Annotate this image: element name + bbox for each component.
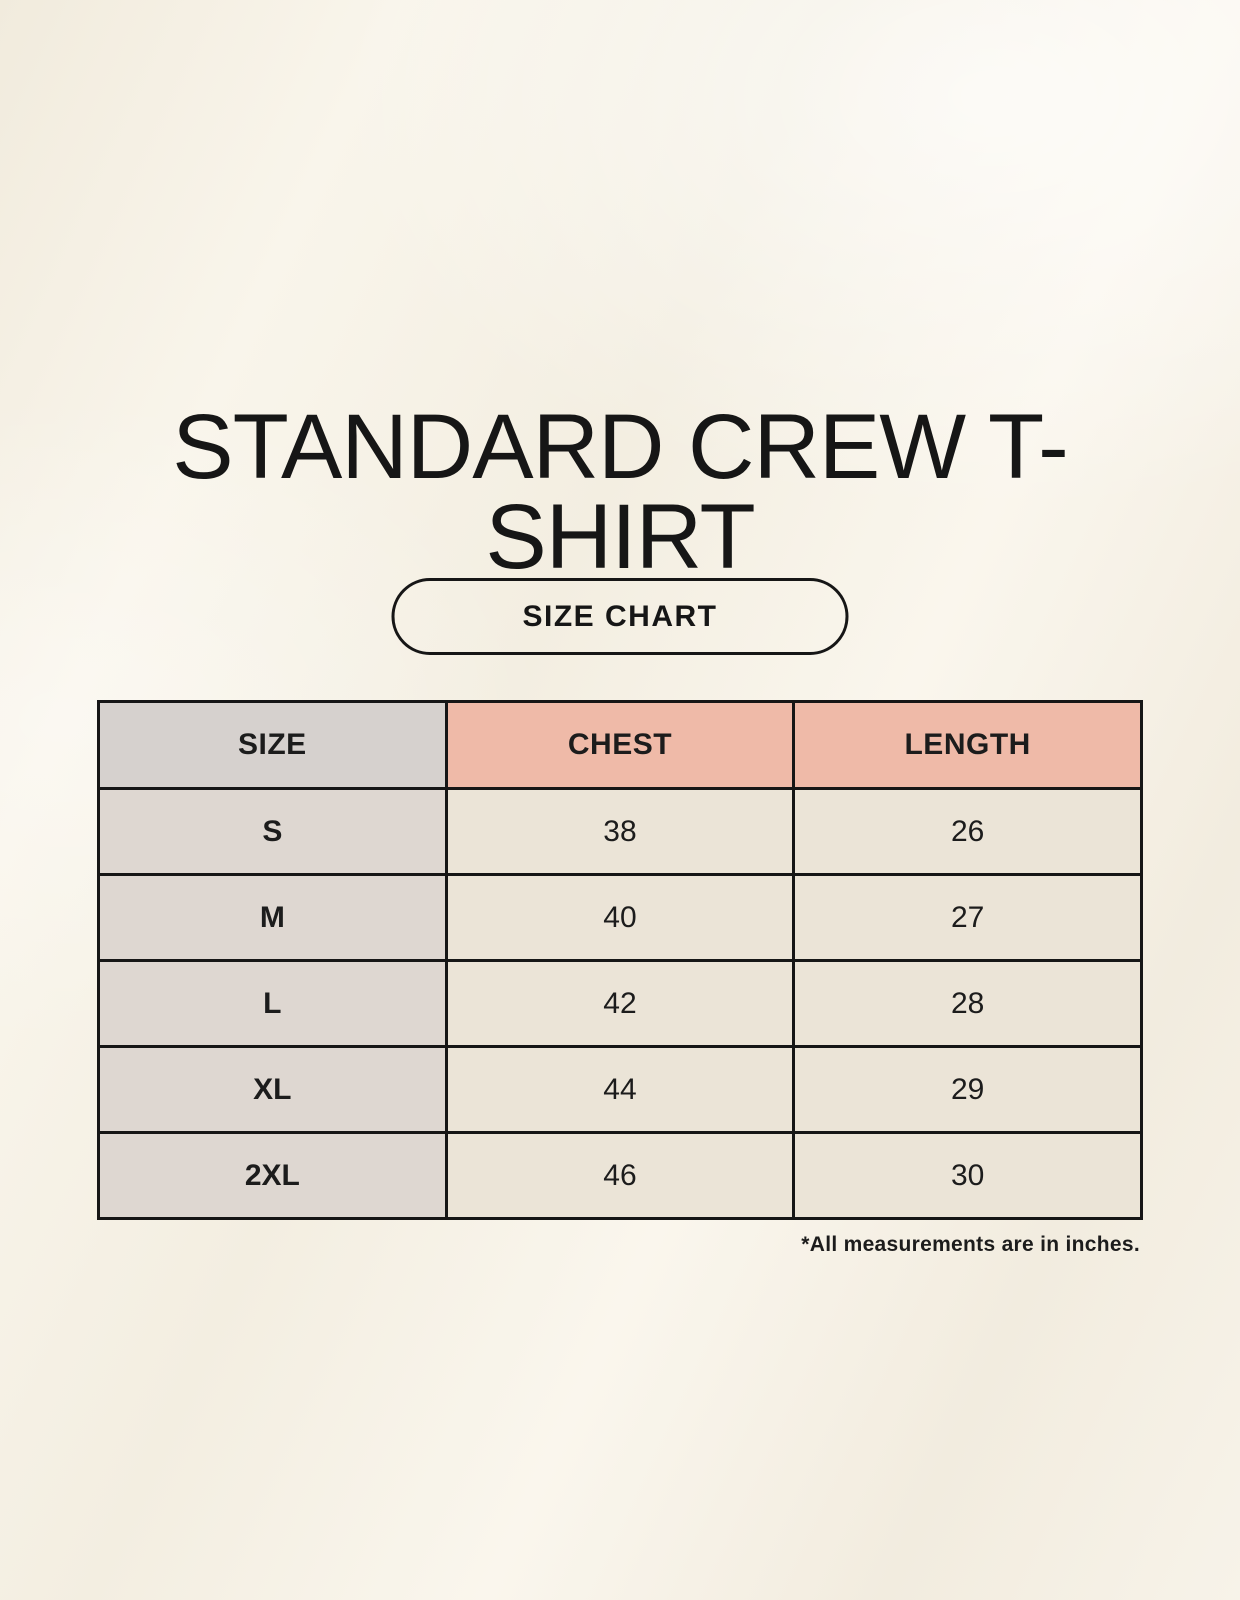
chest-value: 46 [446,1133,794,1219]
table-row [99,1047,1142,1133]
size-label: 2XL [99,1133,447,1219]
length-value: 26 [794,789,1142,875]
length-value: 27 [794,875,1142,961]
size-chart-button[interactable] [392,578,849,655]
table-row [99,961,1142,1047]
table-body [99,789,1142,1219]
chest-value: 38 [446,789,794,875]
length-value: 29 [794,1047,1142,1133]
chest-value: 44 [446,1047,794,1133]
size-chart-button-label: SIZE CHART [522,599,718,633]
header-chest: CHEST [446,702,794,789]
header-length: LENGTH [794,702,1142,789]
page-title: STANDARD CREW T-SHIRT [172,395,1068,588]
measurements-footnote: *All measurements are in inches. [801,1233,1140,1256]
size-label: L [99,961,447,1047]
length-value: 30 [794,1133,1142,1219]
chest-value: 40 [446,875,794,961]
table-header [99,702,1142,789]
size-label: M [99,875,447,961]
chest-value: 42 [446,961,794,1047]
table-row [99,875,1142,961]
length-value: 28 [794,961,1142,1047]
size-label: XL [99,1047,447,1133]
table-row [99,1133,1142,1219]
table-header-row [99,702,1142,789]
size-label: S [99,789,447,875]
size-chart-table [97,700,1143,1220]
header-size: SIZE [99,702,447,789]
table-row [99,789,1142,875]
